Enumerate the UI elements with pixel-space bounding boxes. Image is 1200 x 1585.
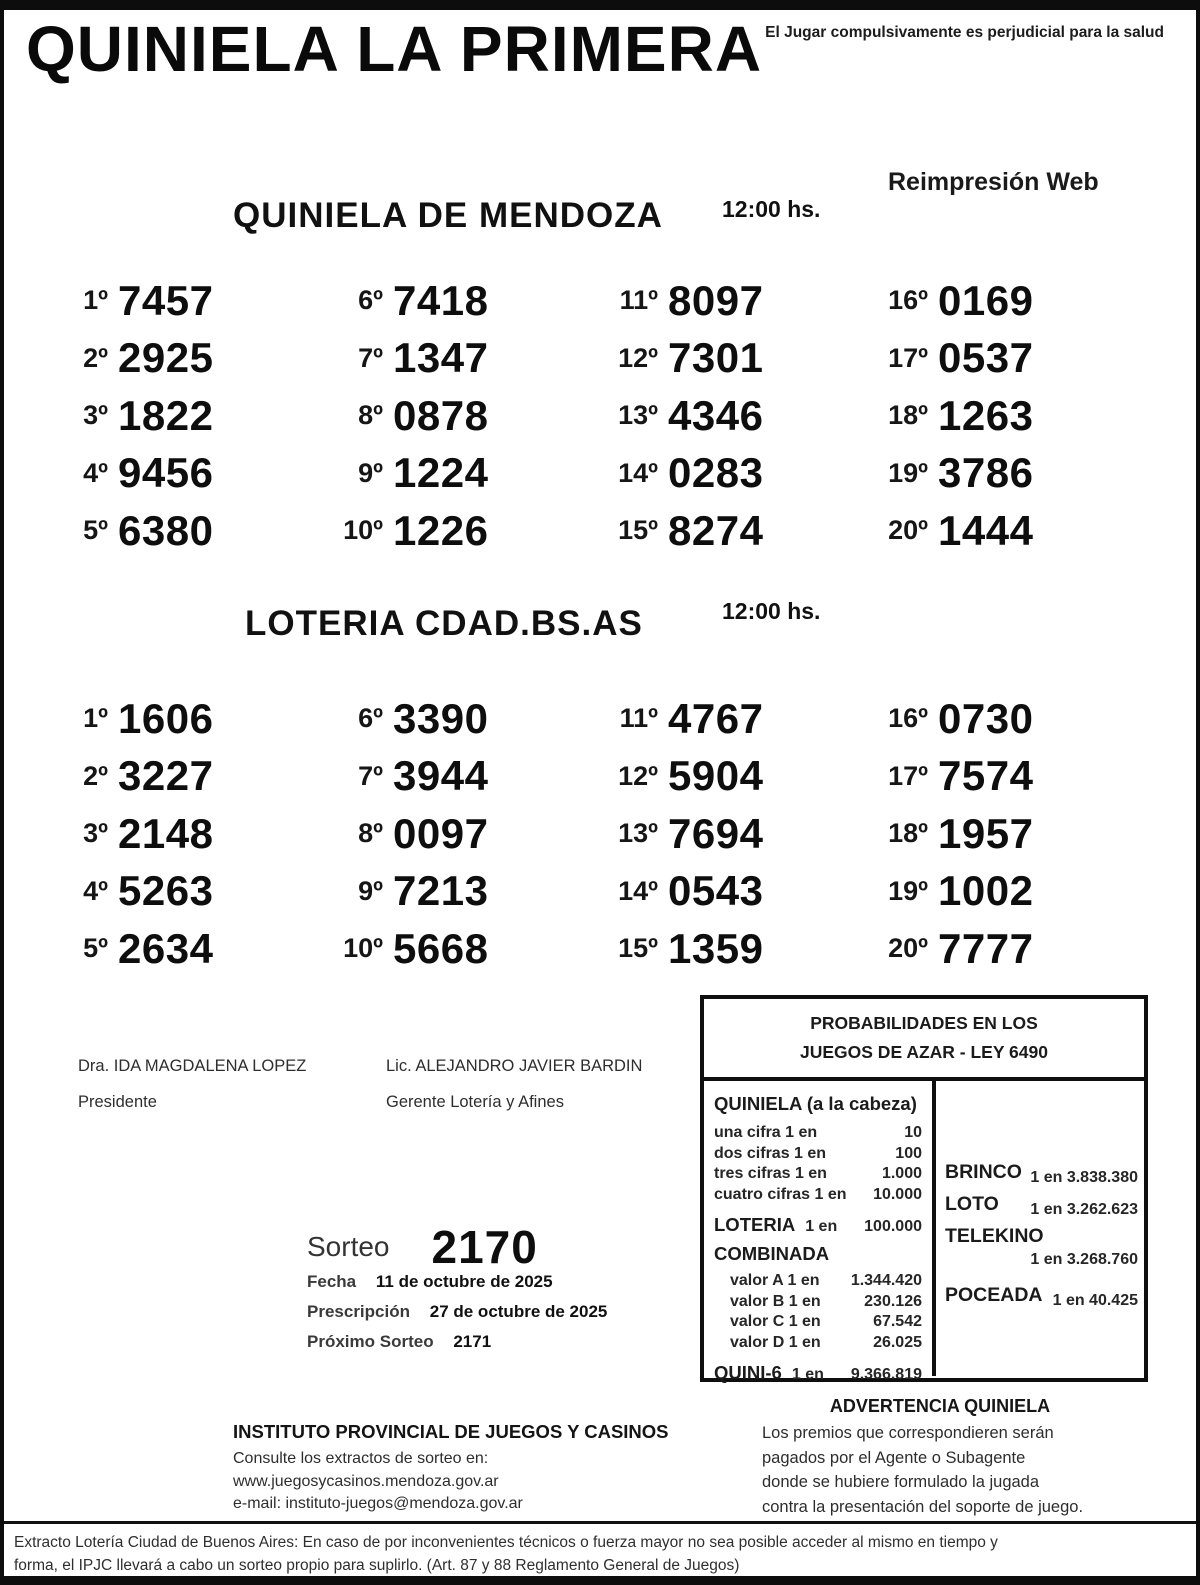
quiniela-warning-text [762,1421,1083,1519]
result-position: 13º [618,818,658,849]
result-position: 19º [888,875,928,906]
result-number: 3786 [938,449,1034,497]
result-cell [48,445,328,503]
result-number: 5263 [118,867,214,915]
odds-value: 1.000 [881,1165,922,1182]
result-number: 1224 [393,449,489,497]
result-position: 17º [888,760,928,791]
result-number: 7777 [938,924,1034,972]
mendoza-results-column [323,272,603,560]
result-number: 7574 [938,752,1034,800]
result-cell [868,748,1148,806]
game-name: POCEADA [945,1284,1043,1306]
bsas-results-column [598,690,878,978]
result-cell [598,690,878,748]
mendoza-results-column [868,272,1148,560]
result-number: 1822 [118,391,214,439]
quini6-mid: 1 en [791,1366,824,1383]
result-cell [323,863,603,921]
result-position: 20º [888,933,928,964]
result-number: 8274 [668,506,764,554]
result-cell [598,272,878,330]
result-number: 4346 [668,391,764,439]
result-cell [868,805,1148,863]
result-number: 1002 [938,867,1034,915]
probabilities-left-column [704,1081,936,1383]
draw-date-value: 11 de octubre de 2025 [375,1272,553,1291]
bsas-results-column [323,690,603,978]
institute-contact-line: e-mail: instituto-juegos@mendoza.gov.ar [233,1495,523,1512]
game-name: BRINCO [945,1161,1022,1183]
result-position: 1º [83,703,108,734]
bsas-draw-time: 12:00 hs. [722,598,821,624]
odds-label: cuatro cifras 1 en [714,1185,847,1203]
result-cell [598,387,878,445]
reprint-web-label: Reimpresión Web [888,168,1099,196]
result-position: 18º [888,818,928,849]
result-cell [323,330,603,388]
result-number: 7301 [668,334,764,382]
result-position: 11º [619,285,658,316]
result-position: 3º [83,818,108,849]
result-number: 3390 [393,694,489,742]
result-number: 0283 [668,449,764,497]
result-position: 16º [888,703,928,734]
result-cell [868,863,1148,921]
game-odds-row [945,1161,1138,1184]
prescription-label: Prescripción [307,1302,410,1321]
result-position: 6º [358,703,383,734]
result-cell [598,863,878,921]
draw-date-label: Fecha [307,1272,357,1291]
result-number: 2925 [118,334,214,382]
result-position: 20º [888,515,928,546]
result-cell [323,805,603,863]
odds-value: 100 [895,1144,922,1162]
odds-value: 26.025 [873,1333,922,1351]
result-cell [868,502,1148,560]
result-position: 12º [618,342,658,373]
manager-signature-name: Lic. ALEJANDRO JAVIER BARDIN [386,1057,643,1075]
footer-legal-line: Extracto Lotería Ciudad de Buenos Aires: En caso de por inconvenientes técnicos o fuerza mayor no sea posible acceder al mismo en tiempo y [14,1534,998,1551]
result-position: 4º [83,875,108,906]
prescription-date-row [307,1302,607,1322]
result-cell [323,920,603,978]
mendoza-section-heading: QUINIELA DE MENDOZA [233,196,663,235]
footer-legal-text [14,1532,998,1577]
institute-contact-lines [233,1448,523,1516]
result-position: 9º [358,457,383,488]
result-position: 2º [83,342,108,373]
game-odds-row [945,1225,1138,1266]
result-cell [48,920,328,978]
probabilities-body [704,1081,1144,1383]
result-number: 7213 [393,867,489,915]
result-number: 1957 [938,809,1034,857]
next-draw-value: 2171 [453,1332,492,1351]
result-position: 15º [618,515,658,546]
next-draw-label: Próximo Sorteo [307,1332,434,1351]
result-position: 14º [618,457,658,488]
result-cell [323,502,603,560]
result-cell [48,272,328,330]
result-position: 1º [83,285,108,316]
result-cell [598,330,878,388]
result-position: 8º [358,400,383,431]
game-odds-value: 1 en 3.262.623 [1030,1201,1138,1218]
result-cell [48,330,328,388]
result-position: 10º [343,933,383,964]
result-number: 6380 [118,506,214,554]
result-number: 3227 [118,752,214,800]
result-cell [598,805,878,863]
result-position: 4º [83,457,108,488]
result-cell [323,272,603,330]
odds-row [714,1292,922,1313]
result-number: 0730 [938,694,1034,742]
mendoza-results-column [48,272,328,560]
result-position: 10º [343,515,383,546]
draw-number-value: 2170 [431,1221,538,1273]
result-cell [868,387,1148,445]
result-cell [323,445,603,503]
health-warning-text: El Jugar compulsivamente es perjudicial para la salud [765,24,1164,41]
odds-row [714,1123,922,1144]
result-number: 2634 [118,924,214,972]
probabilities-box [700,995,1148,1382]
next-draw-row [307,1332,491,1352]
result-cell [323,387,603,445]
result-position: 8º [358,818,383,849]
result-number: 0097 [393,809,489,857]
result-number: 0878 [393,391,489,439]
game-odds-value: 1 en 3.268.760 [1030,1251,1138,1268]
result-cell [868,272,1148,330]
result-position: 14º [618,875,658,906]
result-cell [868,445,1148,503]
result-number: 7457 [118,276,214,324]
result-number: 1606 [118,694,214,742]
warning-line: donde se hubiere formulado la jugada [762,1473,1040,1491]
warning-line: pagados por el Agente o Subagente [762,1448,1026,1467]
loteria-value: 100.000 [864,1218,922,1235]
game-odds-value: 1 en 3.838.380 [1030,1169,1138,1186]
probabilities-right-column [936,1081,1144,1376]
institute-contact-line: Consulte los extractos de sorteo en: [233,1450,489,1467]
result-number: 1263 [938,391,1034,439]
result-position: 7º [358,342,383,373]
president-signature-role: Presidente [78,1093,157,1111]
odds-label: valor C 1 en [730,1313,821,1330]
result-number: 1226 [393,506,489,554]
game-odds-row [945,1284,1138,1307]
result-number: 7418 [393,276,489,324]
result-number: 7694 [668,809,764,857]
quiniela-odds-rows [714,1123,922,1205]
draw-number-row [307,1220,538,1274]
result-cell [48,863,328,921]
institute-contact-line: www.juegosycasinos.mendoza.gov.ar [233,1472,499,1490]
loteria-label: LOTERIA [714,1214,796,1235]
odds-label: tres cifras 1 en [714,1165,827,1182]
warning-line: contra la presentación del soporte de juego. [762,1497,1084,1516]
result-position: 17º [888,342,928,373]
result-cell [598,445,878,503]
result-position: 2º [83,760,108,791]
odds-row [714,1164,922,1185]
odds-value: 10.000 [873,1185,922,1203]
probabilities-title-line2: JUEGOS DE AZAR - LEY 6490 [800,1042,1048,1062]
quiniela-odds-heading: QUINIELA (a la cabeza) [714,1093,917,1114]
result-position: 7º [358,760,383,791]
odds-label: dos cifras 1 en [714,1144,827,1162]
result-position: 12º [618,760,658,791]
page-title: QUINIELA LA PRIMERA [26,13,763,85]
draw-number-label: Sorteo [307,1231,390,1262]
result-position: 11º [619,703,658,734]
result-cell [598,502,878,560]
result-position: 19º [888,457,928,488]
result-position: 5º [83,515,108,546]
bsas-section-heading: LOTERIA CDAD.BS.AS [245,604,643,643]
result-number: 8097 [668,276,764,324]
odds-label: valor D 1 en [730,1333,821,1351]
result-number: 0537 [938,334,1034,382]
odds-row [714,1333,922,1354]
result-number: 3944 [393,752,489,800]
result-cell [323,748,603,806]
result-number: 0169 [938,276,1034,324]
result-position: 16º [888,285,928,316]
result-cell [323,690,603,748]
game-name: LOTO [945,1193,999,1215]
probabilities-title-line1: PROBABILIDADES EN LOS [810,1013,1038,1034]
quiniela-warning-title: ADVERTENCIA QUINIELA [829,1396,1051,1416]
quini6-value: 9.366.819 [850,1366,922,1383]
result-number: 5668 [393,924,489,972]
draw-date-row [307,1272,553,1292]
prescription-value: 27 de octubre de 2025 [429,1302,608,1321]
result-cell [48,690,328,748]
result-cell [868,690,1148,748]
bsas-results-column [48,690,328,978]
result-number: 1347 [393,334,489,382]
game-name: TELEKINO [945,1225,1044,1247]
result-cell [868,330,1148,388]
result-cell [48,387,328,445]
mendoza-results-column [598,272,878,560]
quini6-label: QUINI-6 [714,1362,782,1383]
result-position: 6º [358,285,383,316]
result-number: 4767 [668,694,764,742]
result-cell [48,502,328,560]
result-number: 1359 [668,924,764,972]
odds-row [714,1144,922,1165]
result-position: 5º [83,933,108,964]
institute-name: INSTITUTO PROVINCIAL DE JUEGOS Y CASINOS [233,1421,669,1442]
result-number: 9456 [118,449,214,497]
footer-divider-line [4,1521,1196,1524]
odds-value: 10 [904,1124,922,1141]
mendoza-draw-time: 12:00 hs. [722,196,821,222]
combinada-odds-rows [714,1271,922,1353]
odds-row [714,1185,922,1206]
odds-value: 230.126 [864,1292,922,1310]
loteria-odds-row [714,1214,922,1236]
result-position: 3º [83,400,108,431]
other-games-odds [945,1081,1138,1307]
odds-label: valor B 1 en [730,1292,821,1310]
odds-label: valor A 1 en [730,1272,820,1289]
result-number: 5904 [668,752,764,800]
result-position: 13º [618,400,658,431]
game-odds-row [945,1193,1138,1216]
result-cell [48,748,328,806]
result-position: 9º [358,875,383,906]
warning-line: Los premios que correspondieren serán [762,1424,1054,1442]
result-cell [598,920,878,978]
result-cell [598,748,878,806]
result-cell [48,805,328,863]
odds-label: una cifra 1 en [714,1124,818,1141]
odds-row [714,1312,922,1333]
odds-row [714,1271,922,1292]
quini6-odds-row [714,1362,922,1384]
odds-value: 1.344.420 [850,1272,922,1289]
bsas-results-column [868,690,1148,978]
probabilities-title [704,999,1144,1081]
footer-legal-line: forma, el IPJC llevará a cabo un sorteo propio para suplirlo. (Art. 87 y 88 Reglamento General de Juegos) [14,1556,740,1574]
loteria-mid: 1 en [805,1218,838,1235]
result-number: 1444 [938,506,1034,554]
manager-signature-role: Gerente Lotería y Afines [386,1093,564,1111]
result-number: 0543 [668,867,764,915]
result-cell [868,920,1148,978]
president-signature-name: Dra. IDA MAGDALENA LOPEZ [78,1057,307,1075]
result-position: 18º [888,400,928,431]
odds-value: 67.542 [873,1313,922,1330]
result-position: 15º [618,933,658,964]
result-number: 2148 [118,809,214,857]
game-odds-value: 1 en 40.425 [1052,1292,1138,1309]
combinada-heading: COMBINADA [714,1243,830,1264]
